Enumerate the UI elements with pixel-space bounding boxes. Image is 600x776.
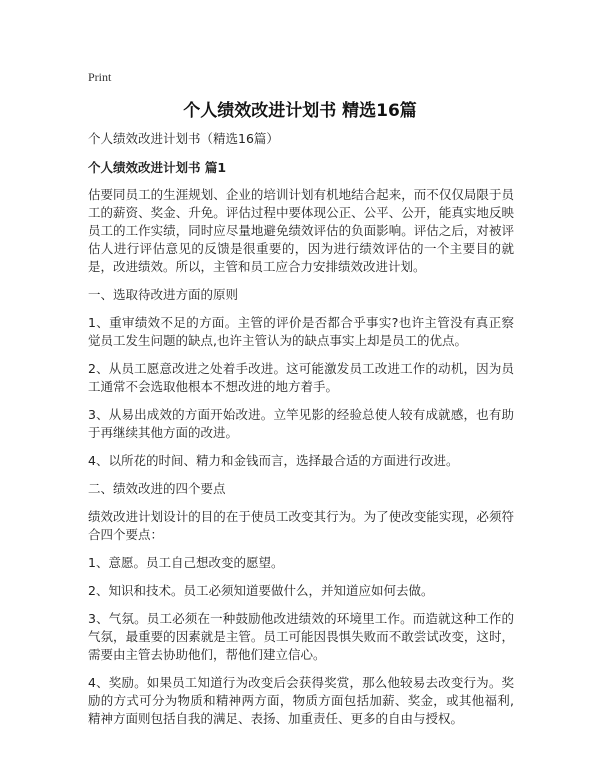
paragraph: 2、知识和技术。员工必须知道要做什么，并知道应如何去做。	[88, 583, 434, 598]
paragraph: 4、以所花的时间、精力和金钱而言，选择最合适的方面进行改进。	[88, 453, 459, 468]
paragraph: 绩效改进计划设计的目的在于使员工改变其行为。为了使改变能实现，必须符合四个要点：	[88, 509, 514, 542]
document-title: 个人绩效改进计划书 精选16篇	[183, 101, 417, 121]
paragraph: 一、选取待改进方面的原则	[88, 287, 239, 302]
paragraph: 二、绩效改进的四个要点	[88, 481, 226, 496]
paragraph: 1、重审绩效不足的方面。主管的评价是否都合乎事实?也许主管没有真正察觉员工发生问题的缺点,也许主管认为的缺点事实上却是员工的优点。	[88, 315, 514, 348]
paragraph: 3、气氛。员工必须在一种鼓励他改进绩效的环境里工作。而造就这种工作的气氛，最重要的因素就是主管。员工可能因畏惧失败而不敢尝试改变，这时，需要由主管去协助他们，帮他们建立信心。	[88, 611, 514, 662]
paragraph: 3、从易出成效的方面开始改进。立竿见影的经验总使人较有成就感，也有助于再继续其他方面的改进。	[88, 407, 514, 440]
paragraph: 2、从员工愿意改进之处着手改进。这可能激发员工改进工作的动机，因为员工通常不会选取他根本不想改进的地方着手。	[88, 361, 514, 394]
document-subtitle: 个人绩效改进计划书（精选16篇）	[88, 131, 279, 146]
paragraph: 估要同员工的生涯规划、企业的培训计划有机地结合起来，而不仅仅局限于员工的薪资、奖金、升免。评估过程中要体现公正、公平、公开，能真实地反映员工的工作实绩，同时应尽量地避免绩效评估的负面影响。评估之后，对被评估人进行评估意见的反馈是很重要的，因为进行绩效评估的一个主要目的就是，改进绩效。所以，主管和员工应合力安排绩效改进计划。	[88, 187, 514, 274]
document-body	[88, 130, 514, 738]
paragraph: 4、奖励。如果员工知道行为改变后会获得奖赏，那么他较易去改变行为。奖励的方式可分为物质和精神两方面，物质方面包括加薪、奖金，或其他福利,精神方面则包括自我的满足、表扬、加重责任、更多的自由与授权。	[88, 675, 514, 726]
paragraph: 1、意愿。员工自己想改变的愿望。	[88, 555, 284, 570]
section-heading: 个人绩效改进计划书 篇1	[88, 160, 227, 175]
print-link[interactable]: Print	[88, 70, 112, 84]
